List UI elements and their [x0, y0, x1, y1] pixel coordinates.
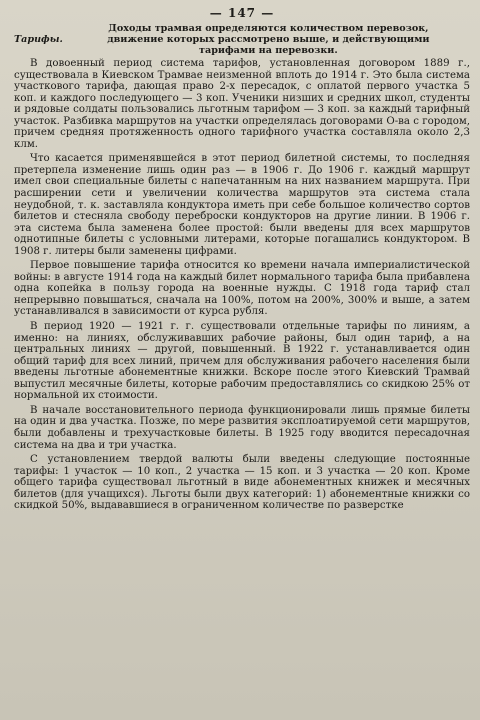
heading-text	[67, 23, 470, 56]
section-heading	[14, 23, 470, 56]
paragraph: В период 1920 — 1921 г. г. существовали отдельные тарифы по линиям, а именно: на линиях, обслуживавших рабочие районы, был один тариф, а на центральных линиях — другой, повышенный. В 1922 г. устанавливается один общий тариф для всех линий, причем для обслуживания рабочего населения были введены льготные абонементные книжки. Вскоре после этого Киевский Трамвай выпустил месячные билеты, которые рабочим предоставлялись со скидкою 25% от нормальной их стоимости.	[14, 321, 470, 402]
page-number: — 147 —	[209, 6, 275, 20]
paragraph: В довоенный период система тарифов, установленная договором 1889 г., существовала в Киевском Трамвае неизменной вплоть до 1914 г. Это была система участкового тарифа, дающая право 2-х пересадок, с оплатой первого участка 5 коп. и каждого последующего — 3 коп. Ученики низших и средних школ, студенты и рядовые солдаты пользовались льготным тарифом — 3 коп. за каждый тарифный участок. Разбивка маршрутов на участки определялась договорами О-ва с городом, причем средняя протяженность одного тарифного участка составляла около 2,3 клм.	[14, 58, 470, 150]
paragraph: Первое повышение тарифа относится ко времени начала империалистической войны: в августе 1914 года на каждый билет нормального тарифа была прибавлена одна копейка в пользу города на военные нужды. С 1918 года тариф стал непрерывно повышаться, сначала на 100%, потом на 200%, 300% и выше, а затем устанавливался в зависимости от курса рубля.	[14, 260, 470, 318]
heading-line-1: Доходы трамвая определяются количеством перевозок,	[108, 23, 429, 34]
heading-line-2: движение которых рассмотрено выше, и действующими	[107, 34, 430, 45]
paragraph: В начале восстановительного периода функционировали лишь прямые билеты на один и два участка. Позже, по мере развития эксплоатируемой сети маршрутов, были добавлены и трехучастковые билеты. В 1925 году вводится пересадочная система на два и три участка.	[14, 404, 470, 451]
heading-line-3: тарифами на перевозки.	[199, 45, 338, 56]
paragraph: С установлением твердой валюты были введены следующие постоянные тарифы: 1 участок — 10 коп., 2 участка — 15 коп. и 3 участка — 20 коп. Кроме общего тарифа существовал льготный в виде абонементных книжек и месячных билетов (для учащихся). Льготы были двух категорий: 1) абонементные книжки со скидкой 50%, выдававшиеся в ограниченном количестве по разверстке	[14, 454, 470, 512]
paragraph: Что касается применявшейся в этот период билетной системы, то последняя претерпела изменение лишь один раз — в 1906 г. До 1906 г. каждый маршрут имел свои специальные билеты с напечатанным на них названием маршрута. При расширении сети и увеличении количества маршрутов эта система стала неудобной, т. к. заставляла кондуктора иметь при себе большое количество сортов билетов и стесняла свободу переброски кондукторов на другие линии. В 1906 г. эта система была заменена более простой: были введены для всех маршрутов однотипные билеты с условными литерами, которые погашались кондуктором. В 1908 г. литеры были заменены цифрами.	[14, 153, 470, 257]
side-label: Тарифы.	[14, 34, 63, 45]
